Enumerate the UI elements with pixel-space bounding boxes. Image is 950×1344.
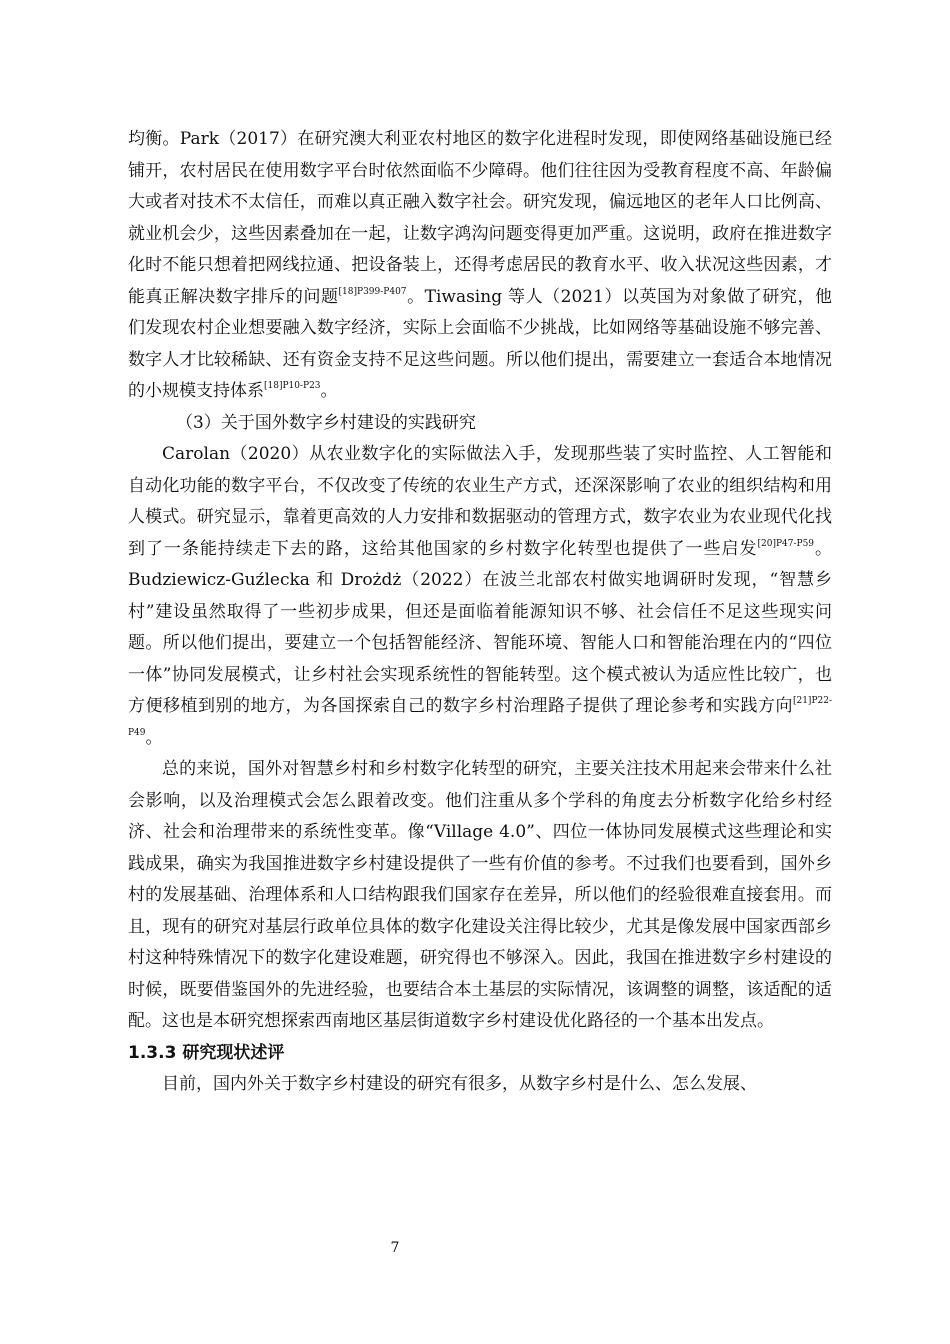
text-run: 总的来说，国外对智慧乡村和乡村数字化转型的研究，主要关注技术用起来会带来什么社会影响，以及治理模式会怎么跟着改变。他们注重从多个学科的角度去分析数字化给乡村经济、社会和治理带来的系统性变革。像“Village 4.0”、四位一体协同发展模式这些理论和实践成果，确实为我国推进数字乡村建设提供了一些有价值的参考。不过我们也要看到，国外乡村的发展基础、治理体系和人口结构跟我们国家存在差异，所以他们的经验很难直接套用。而且，现有的研究对基层行政单位具体的数字化建设关注得比较少，尤其是像发展中国家西部乡村这种特殊情况下的数字化建设难题，研究得也不够深入。因此，我国在推进数字乡村建设的时候，既要借鉴国外的先进经验，也要结合本土基层的实际情况，该调整的调整，该适配的适配。这也是本研究想探索西南地区基层街道数字乡村建设优化路径的一个基本出发点。: [128, 759, 832, 1031]
citation-superscript: [21]P22-P49: [128, 696, 832, 738]
citation-superscript: [20]P47-P59: [757, 538, 815, 549]
paragraph-2-subheading: [128, 408, 832, 440]
text-run: 。Budziewicz-Guźlecka 和 Drożdż（2022）在波兰北部农村做实地调研时发现，“智慧乡村”建设虽然取得了一些初步成果，但还是面临着能源知识不够、社会信任不足这些现实问题。所以他们提出，要建立一个包括智能经济、智能环境、智能人口和智能治理在内的“四位一体”协同发展模式，让乡村社会实现系统性的智能转型。这个模式被认为适应性比较广，也方便移植到别的地方，为各国探索自己的数字乡村治理路子提供了理论参考和实践方向: [128, 538, 833, 716]
section-heading: 1.3.3 研究现状述评: [128, 1042, 285, 1063]
text-run: 。: [320, 381, 338, 401]
text-run: 均衡。Park（2017）在研究澳大利亚农村地区的数字化进程时发现，即使网络基础设施已经铺开，农村居民在使用数字平台时依然面临不少障碍。他们往往因为受教育程度不高、年龄偏大或者对技术不太信任，而难以真正融入数字社会。研究发现，偏远地区的老年人口比例高、就业机会少，这些因素叠加在一起，让数字鸿沟问题变得更加严重。这说明，政府在推进数字化时不能只想着把网线拉通、把设备装上，还得考虑居民的教育水平、收入状况这些因素，才能真正解决数字排斥的问题: [128, 129, 832, 307]
text-run: （3）关于国外数字乡村建设的实践研究: [176, 412, 476, 433]
citation-superscript: [18]P399-P407: [338, 286, 407, 297]
paragraph-3: [128, 439, 832, 754]
text-run: 。Tiwasing 等人（2021）以英国为对象做了研究，他们发现农村企业想要融入数字经济，实际上会面临不少挑战，比如网络等基础设施不够完善、数字人才比较稀缺、还有资金支持不足这些问题。所以他们提出，需要建立一套适合本地情况的小规模支持体系: [128, 286, 833, 401]
text-run: Carolan（2020）从农业数字化的实际做法入手，发现那些装了实时监控、人工智能和自动化功能的数字平台，不仅改变了传统的农业生产方式，还深深影响了农业的组织结构和用人模式。研究显示，靠着更高效的人力安排和数据驱动的管理方式，数字农业为农业现代化找到了一条能持续走下去的路，这给其他国家的乡村数字化转型也提供了一些启发: [128, 444, 832, 559]
paragraph-5: 目前，国内外关于数字乡村建设的研究有很多，从数字乡村是什么、怎么发展、: [162, 1074, 757, 1094]
citation-superscript: [18]P10-P23: [264, 381, 321, 391]
body-text: [128, 124, 832, 1101]
text-run: 。: [145, 727, 163, 748]
page-number: 7: [390, 1240, 400, 1256]
paragraph-4: [128, 754, 832, 1038]
paragraph-1: [128, 124, 832, 408]
